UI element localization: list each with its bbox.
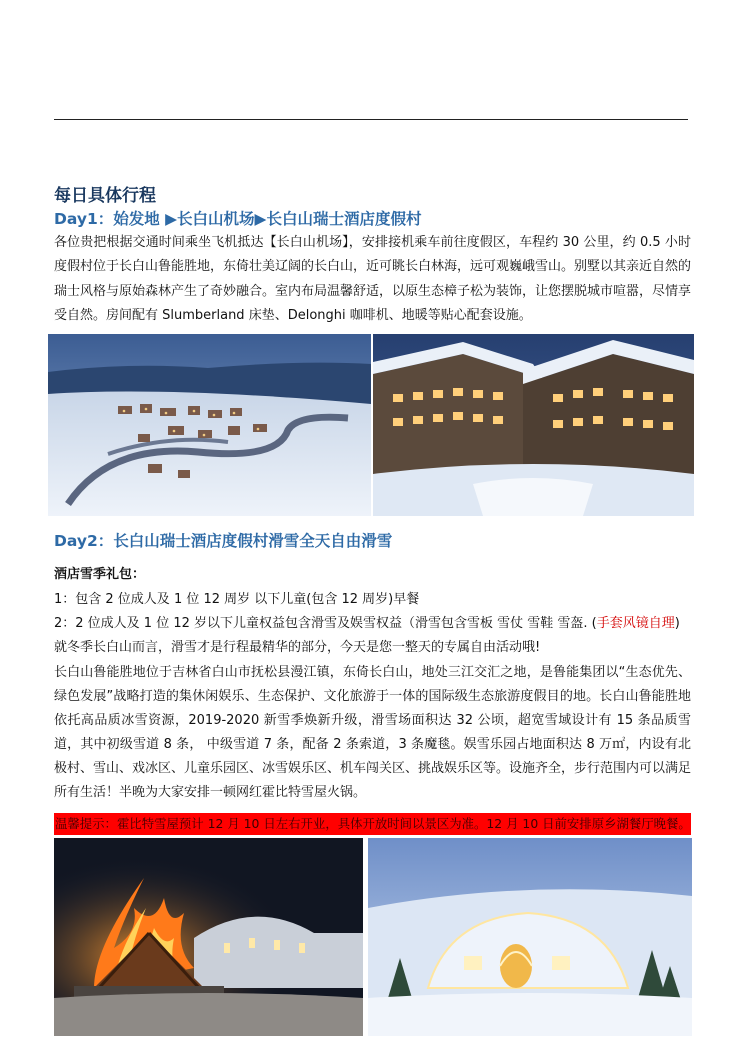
gift-item-2-text: 2：2 位成人及 1 位 12 岁以下儿童权益包含滑雪及娱雪权益（滑雪包含雪板 雪仗 雪鞋 雪盔. ( [54,616,597,631]
gift-item-1: 1：包含 2 位成人及 1 位 12 周岁 以下儿童(包含 12 周岁)早餐 [54,592,420,607]
gift-item-2 [54,612,694,636]
gift-package-title: 酒店雪季礼包： [54,567,146,582]
photo-resort-aerial [48,334,371,516]
gift-item-2-tail: ) [674,616,680,631]
photo-hotel-dusk [373,334,694,516]
day2-heading: Day2：长白山瑞士酒店度假村滑雪全天自由滑雪 [54,532,393,550]
day2-intro: 就冬季长白山而言，滑雪才是行程最精华的部分，今天是您一整天的专属自由活动哦! [54,640,541,655]
day2-paragraph: 长白山鲁能胜地位于吉林省白山市抚松县漫江镇，东倚长白山，地处三江交汇之地，是鲁能集团以“生态优先、绿色发展”战略打造的集休闲娱乐、生态保护、文化旅游于一体的国际级生态旅游度假目的地。长白山鲁能胜地依托高品质冰雪资源，2019-2020 新雪季焕新升级，滑雪场面积达 32 公顷，超宽雪域设计有 15 条品质雪道，其中初级雪道 8 条， 中级雪道 7 条，配备 2 条索道，3 条魔毯。娱雪乐园占地面积达 8 万㎡，内设有北极村、雪山、戏冰区、儿童乐园区、冰雪娱乐区、机车闯关区、挑战娱乐区等。设施齐全，步行范围内可以满足所有生活！半晚为大家安排一顿网红霍比特雪屋火锅。 [54,665,692,801]
photo-hobbit-snow-house [368,838,692,1036]
section-title: 每日具体行程 [54,186,156,206]
day1-heading: Day1：始发地 ▶长白山机场▶长白山瑞士酒店度假村 [54,210,422,228]
header-divider [54,119,688,120]
notice-banner: 温馨提示：霍比特雪屋预计 12 月 10 日左右开业，具体开放时间以景区为准。12 月 10 日前安排原乡湖餐厅晚餐。 [54,813,691,835]
day1-paragraph: 各位贵把根据交通时间乘坐飞机抵达【长白山机场】，安排接机乘车前往度假区，车程约 30 公里，约 0.5 小时度假村位于长白山鲁能胜地，东倚壮美辽阔的长白山，近可眺长白林海，远可观巍峨雪山。别墅以其亲近自然的瑞士风格与原始森林产生了奇妙融合。室内布局温馨舒适，以原生态樟子松为装饰，让您摆脱城市喧嚣，尽情享受自然。房间配有 Slumberland 床垫、Delonghi 咖啡机、地暖等贴心配套设施。 [54,235,692,324]
gift-item-2-highlight: 手套风镜自理 [596,616,675,631]
photo-bonfire-night [54,838,363,1036]
